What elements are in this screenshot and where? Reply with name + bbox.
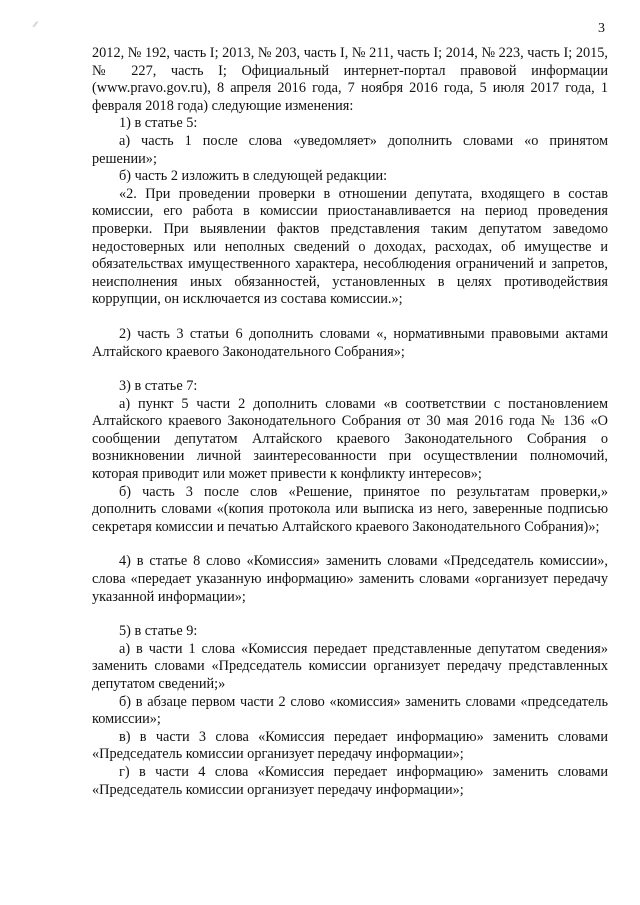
item-5d: г) в части 4 слова «Комиссия передает информацию» заменить словами «Председатель комиссии организует передачу информации»; (92, 763, 608, 798)
item-3-heading: 3) в статье 7: (119, 378, 198, 395)
item-1b-quote: «2. При проведении проверки в отношении депутата, входящего в состав комиссии, его работа в комиссии приостанавливается на период проведения проверки. При выявлении фактов представления таким депутатом заведомо недостоверных или неполных сведений о доходах, расходах, об имуществе и обязательствах имущественного характера, несоблюдения ограничений и запретов, неисполнения иных обязанностей, установленных в целях противодействия коррупции, он исключается из состава комиссии.»; (92, 185, 608, 308)
paragraph-gap (92, 361, 608, 378)
item-1b: б) часть 2 изложить в следующей редакции: (119, 168, 388, 185)
item-5b: б) в абзаце первом части 2 слово «комиссия» заменить словами «председатель комиссии»; (92, 693, 608, 728)
scan-mark: ⁄⁄ (34, 20, 37, 29)
paragraph-gap (92, 606, 608, 623)
item-3b: б) часть 3 после слов «Решение, принятое по результатам проверки,» дополнить словами «(копия протокола или выписка из него, заверенные подписью секретаря комиссии и печатью Алтайского краевого Законодательного Собрания)»; (92, 483, 608, 535)
item-1a: а) часть 1 после слова «уведомляет» дополнить словами «о принятом решении»; (92, 132, 608, 167)
body-text (92, 45, 608, 799)
item-4: 4) в статье 8 слово «Комиссия» заменить словами «Председатель комиссии», слова «передает указанную информацию» заменить словами «организует передачу указанной информации»; (92, 553, 608, 605)
item-5-heading: 5) в статье 9: (119, 623, 198, 640)
item-3a: а) пункт 5 части 2 дополнить словами «в соответствии с постановлением Алтайского краевого Законодательного Собрания от 30 мая 2016 года № 136 «О сообщении депутатом Алтайского краевого Законодательного Собрания о возникновении личной заинтересованности при осуществлении полномочий, которая приводит или может привести к конфликту интересов»; (92, 395, 608, 483)
paragraph-gap (92, 309, 608, 326)
item-1-heading: 1) в статье 5: (119, 115, 198, 132)
item-2: 2) часть 3 статьи 6 дополнить словами «, нормативными правовыми актами Алтайского краевого Законодательного Собрания»; (92, 325, 608, 360)
paragraph-intro: 2012, № 192, часть I; 2013, № 203, часть I, № 211, часть I; 2014, № 223, часть I; 2015, № 227, часть I; Официальный интернет-портал правовой информации (www.pravo.gov.ru), 8 апреля 2016 года, 7 ноября 2016 года, 5 июля 2017 года, 1 февраля 2018 года) следующие изменения: (92, 45, 608, 114)
page-number: 3 (598, 21, 605, 36)
item-5c: в) в части 3 слова «Комиссия передает информацию» заменить словами «Председатель комиссии организует передачу информации»; (92, 728, 608, 763)
item-5a: а) в части 1 слова «Комиссия передает представленные депутатом сведения» заменить словами «Председатель комиссии организует передачу представленных депутатом сведений;» (92, 640, 608, 692)
paragraph-gap (92, 536, 608, 553)
